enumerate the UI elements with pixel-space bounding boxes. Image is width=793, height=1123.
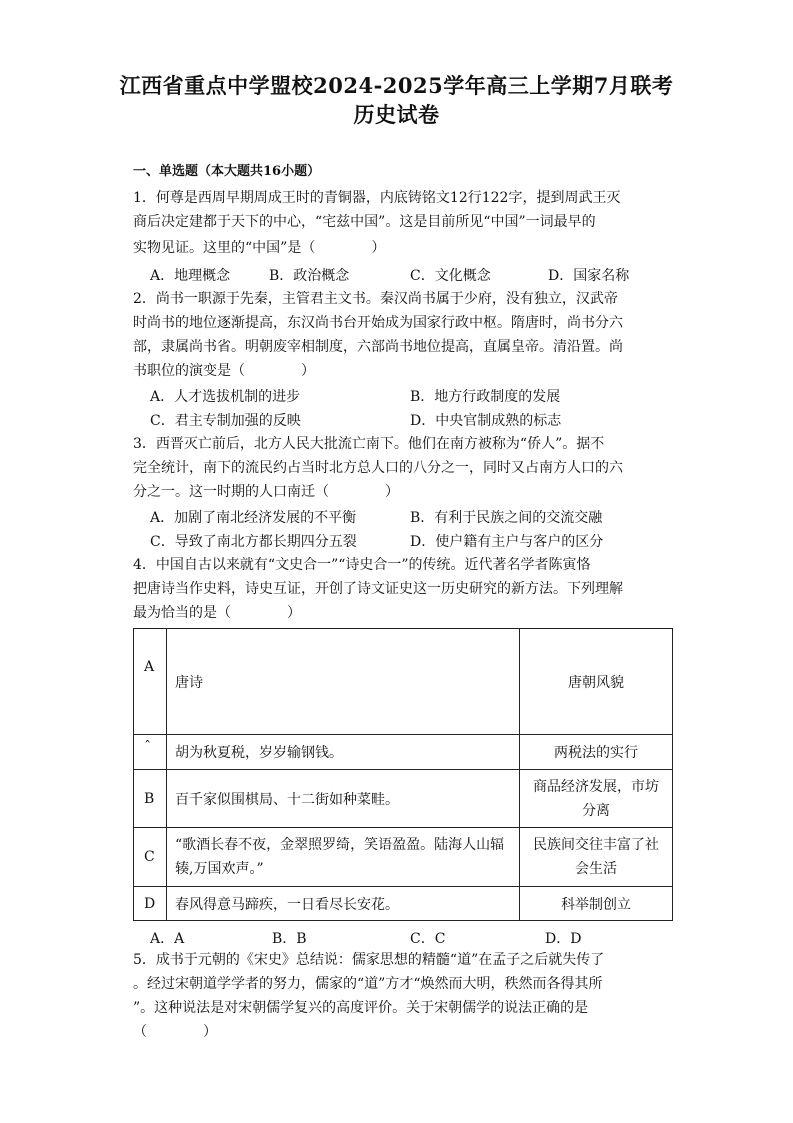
section-heading: 一、单选题（本大题共16小题） [133, 164, 321, 179]
q3-line-2: 完全统计，南下的流民约占当时北方总人口的八分之一，同时又占南方人口的六 [133, 460, 623, 476]
q1-option-c: C．文化概念 [410, 268, 491, 284]
q5-line-2: 。经过宋朝道学学者的努力，儒家的“道”方才“焕然而大明，秩然而各得其所 [133, 976, 603, 992]
q1-line-2: 商后决定建都于天下的中心，“宅兹中国”。这是目前所见“中国”一词最早的 [133, 214, 596, 230]
q5-line-4: （ ） [133, 1024, 217, 1040]
q2-line-3: 部，隶属尚书省。明朝废宰相制度，六部尚书地位提高，直属皇帝。清沿置。尚 [133, 339, 623, 355]
q3-line-1: 3．西晋灭亡前后，北方人民大批流亡南下。他们在南方被称为“侨人”。据不 [133, 436, 605, 452]
q4-line-1: 4．中国自古以来就有“文史合一”“诗史合一”的传统。近代著名学者陈寅恪 [133, 557, 591, 573]
table-row [134, 887, 673, 921]
table-era: 科举制创立 [520, 887, 673, 921]
q4-option-c: C．C [410, 931, 446, 947]
q2-option-c: C．君主专制加强的反映 [150, 413, 301, 429]
q1-option-b: B．政治概念 [269, 268, 350, 284]
q3-option-a: A．加剧了南北经济发展的不平衡 [150, 510, 357, 526]
table-key: D [134, 887, 167, 921]
table-row [134, 735, 673, 770]
q4-line-3: 最为恰当的是（ ） [133, 605, 301, 621]
q3-line-3: 分之一。这一时期的人口南迁（ ） [133, 484, 399, 500]
q2-line-1: 2．尚书一职源于先秦，主管君主文书。秦汉尚书属于少府，没有独立，汉武帝 [133, 291, 618, 307]
q4-line-2: 把唐诗当作史料，诗史互证，开创了诗文证史这一历史研究的新方法。下列理解 [133, 581, 623, 597]
table-row [134, 770, 673, 828]
q2-line-4: 书职位的演变是（ ） [133, 363, 315, 379]
table-poem: “歌酒长春不夜，金翠照罗绮，笑语盈盈。陆海人山辐辏,万国欢声。” [167, 828, 520, 887]
table-era: 两税法的实行 [520, 735, 673, 770]
table-era: 唐朝风貌 [520, 629, 673, 735]
table-row [134, 828, 673, 887]
table-key: C [134, 828, 167, 887]
q1-option-d: D．国家名称 [548, 268, 630, 284]
q4-option-b: B．B [272, 931, 307, 947]
q5-line-3: ”。这种说法是对宋朝儒学复兴的高度评价。关于宋朝儒学的说法正确的是 [133, 1000, 589, 1016]
q2-line-2: 时尚书的地位逐渐提高，东汉尚书台开始成为国家行政中枢。隋唐时，尚书分六 [133, 315, 623, 331]
q1-line-3: 实物见证。这里的“中国”是（ ） [133, 240, 386, 256]
q3-option-d: D．使户籍有主户与客户的区分 [410, 534, 604, 550]
exam-subtitle: 历史试卷 [353, 102, 440, 127]
table-key: B [134, 770, 167, 828]
table-era: 民族间交往丰富了社会生活 [520, 828, 673, 887]
q4-option-d: D．D [545, 931, 582, 947]
q5-line-1: 5．成书于元朝的《宋史》总结说：儒家思想的精髓“道”在孟子之后就失传了 [133, 952, 605, 968]
table-poem: 春风得意马蹄疾，一日看尽长安花。 [167, 887, 520, 921]
q1-option-a: A．地理概念 [150, 268, 231, 284]
q2-option-d: D．中央官制成熟的标志 [410, 413, 562, 429]
q4-option-a: A．A [150, 931, 185, 947]
q4-table [133, 628, 673, 921]
exam-title: 江西省重点中学盟校2024-2025学年高三上学期7月联考 [119, 73, 674, 98]
table-poem: 胡为秋夏税，岁岁输钢钱。 [167, 735, 520, 770]
table-poem: 唐诗 [167, 629, 520, 735]
table-era: 商品经济发展，市坊分离 [520, 770, 673, 828]
q2-option-b: B．地方行政制度的发展 [410, 389, 561, 405]
q3-option-b: B．有利于民族之间的交流交融 [410, 510, 603, 526]
table-key: ˆ [134, 735, 167, 770]
q1-line-1: 1．何尊是西周早期周成王时的青铜器，内底铸铭文12行122字，提到周武王灭 [133, 190, 621, 206]
table-key: A [134, 629, 167, 735]
q2-option-a: A．人才选拔机制的进步 [150, 389, 301, 405]
table-poem: 百千家似围棋局、十二街如种菜畦。 [167, 770, 520, 828]
q3-option-c: C．导致了南北方都长期四分五裂 [150, 534, 357, 550]
table-row [134, 629, 673, 735]
